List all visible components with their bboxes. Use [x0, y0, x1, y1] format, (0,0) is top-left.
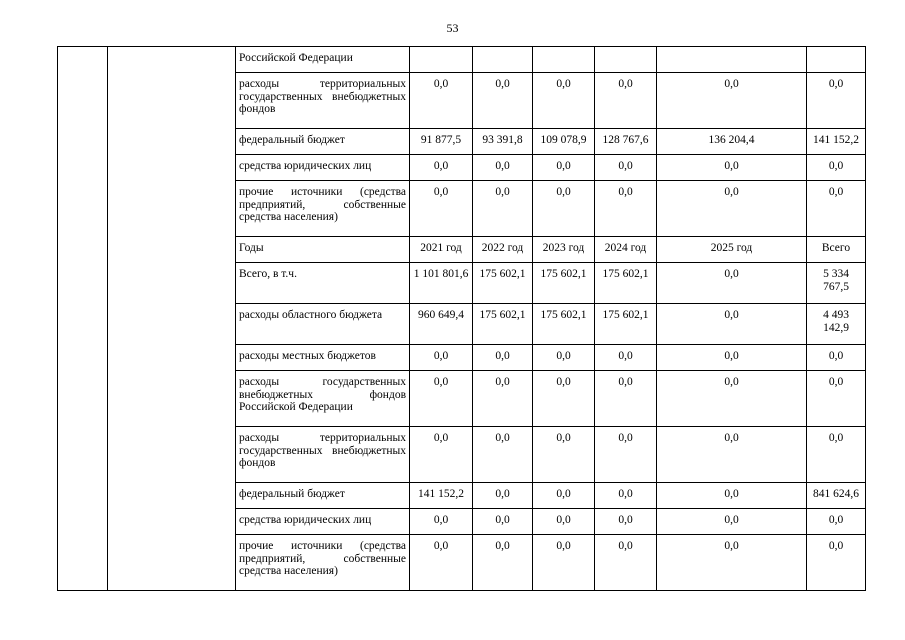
value-cell: [410, 47, 473, 73]
value-cell: 175 602,1: [595, 304, 657, 345]
value-cell: 109 078,9: [533, 129, 595, 155]
row-label: расходы областного бюджета: [236, 304, 410, 345]
value-cell: 0,0: [533, 371, 595, 427]
value-cell: 0,0: [473, 371, 533, 427]
value-cell: 2023 год: [533, 237, 595, 263]
row-label: расходы территориальных государственных внебюджетных фондов: [236, 427, 410, 483]
row-label: расходы территориальных государственных внебюджетных фондов: [236, 73, 410, 129]
value-cell: 0,0: [595, 73, 657, 129]
value-cell: 93 391,8: [473, 129, 533, 155]
value-cell: 0,0: [410, 181, 473, 237]
row-label: прочие источники (средства предприятий, собственные средства населения): [236, 535, 410, 591]
value-cell: 128 767,6: [595, 129, 657, 155]
row-label: расходы государственных внебюджетных фондов Российской Федерации: [236, 371, 410, 427]
value-cell: 0,0: [473, 509, 533, 535]
value-cell: [657, 47, 807, 73]
value-cell: 0,0: [533, 345, 595, 371]
value-cell: 136 204,4: [657, 129, 807, 155]
value-cell: 0,0: [595, 427, 657, 483]
value-cell: 0,0: [657, 535, 807, 591]
value-cell: [595, 47, 657, 73]
value-cell: 0,0: [410, 345, 473, 371]
value-cell: 0,0: [473, 535, 533, 591]
value-cell: 2025 год: [657, 237, 807, 263]
row-label: расходы местных бюджетов: [236, 345, 410, 371]
budget-table: [57, 46, 866, 591]
row-label: Российской Федерации: [236, 47, 410, 73]
value-cell: 0,0: [473, 181, 533, 237]
value-cell: 91 877,5: [410, 129, 473, 155]
value-cell: 0,0: [657, 345, 807, 371]
value-cell: 0,0: [595, 535, 657, 591]
value-cell: 175 602,1: [533, 263, 595, 304]
value-cell: 0,0: [595, 345, 657, 371]
value-cell: 0,0: [657, 509, 807, 535]
value-cell: 0,0: [533, 483, 595, 509]
row-label: федеральный бюджет: [236, 483, 410, 509]
page-number: 53: [446, 21, 459, 35]
value-cell: 0,0: [410, 73, 473, 129]
row-label: федеральный бюджет: [236, 129, 410, 155]
value-cell: 0,0: [473, 345, 533, 371]
value-cell: 841 624,6: [807, 483, 866, 509]
value-cell: 175 602,1: [595, 263, 657, 304]
row-label: прочие источники (средства предприятий, собственные средства населения): [236, 181, 410, 237]
value-cell: 0,0: [410, 371, 473, 427]
value-cell: [533, 47, 595, 73]
value-cell: 0,0: [595, 509, 657, 535]
value-cell: 0,0: [533, 535, 595, 591]
value-cell: 0,0: [533, 155, 595, 181]
value-cell: 141 152,2: [807, 129, 866, 155]
value-cell: 0,0: [657, 371, 807, 427]
value-cell: [807, 47, 866, 73]
blank-cell-number: [58, 47, 108, 591]
row-label: Всего, в т.ч.: [236, 263, 410, 304]
value-cell: 0,0: [595, 181, 657, 237]
value-cell: 0,0: [533, 427, 595, 483]
value-cell: 175 602,1: [533, 304, 595, 345]
value-cell: 2022 год: [473, 237, 533, 263]
value-cell: 2024 год: [595, 237, 657, 263]
value-cell: 0,0: [595, 483, 657, 509]
value-cell: 0,0: [807, 73, 866, 129]
value-cell: Всего: [807, 237, 866, 263]
value-cell: 0,0: [533, 509, 595, 535]
value-cell: 0,0: [533, 73, 595, 129]
value-cell: 0,0: [533, 181, 595, 237]
value-cell: 4 493 142,9: [807, 304, 866, 345]
value-cell: 0,0: [807, 371, 866, 427]
value-cell: 0,0: [657, 73, 807, 129]
value-cell: 0,0: [595, 371, 657, 427]
value-cell: 0,0: [657, 427, 807, 483]
value-cell: 0,0: [410, 427, 473, 483]
table-row: [58, 47, 866, 73]
value-cell: 0,0: [473, 155, 533, 181]
value-cell: 5 334 767,5: [807, 263, 866, 304]
value-cell: 1 101 801,6: [410, 263, 473, 304]
table-body: [58, 47, 866, 591]
value-cell: [473, 47, 533, 73]
value-cell: 0,0: [473, 483, 533, 509]
row-label: Годы: [236, 237, 410, 263]
value-cell: 0,0: [807, 155, 866, 181]
value-cell: 0,0: [657, 155, 807, 181]
value-cell: 0,0: [807, 509, 866, 535]
value-cell: 0,0: [410, 535, 473, 591]
blank-cell-title: [108, 47, 236, 591]
value-cell: 141 152,2: [410, 483, 473, 509]
value-cell: 0,0: [410, 509, 473, 535]
value-cell: 0,0: [473, 73, 533, 129]
value-cell: 0,0: [410, 155, 473, 181]
value-cell: 0,0: [657, 304, 807, 345]
value-cell: 960 649,4: [410, 304, 473, 345]
row-label: средства юридических лиц: [236, 155, 410, 181]
value-cell: 0,0: [807, 345, 866, 371]
value-cell: 0,0: [657, 483, 807, 509]
row-label: средства юридических лиц: [236, 509, 410, 535]
value-cell: 0,0: [657, 181, 807, 237]
value-cell: 0,0: [807, 535, 866, 591]
value-cell: 2021 год: [410, 237, 473, 263]
value-cell: 175 602,1: [473, 304, 533, 345]
value-cell: 0,0: [473, 427, 533, 483]
value-cell: 175 602,1: [473, 263, 533, 304]
value-cell: 0,0: [807, 427, 866, 483]
value-cell: 0,0: [657, 263, 807, 304]
value-cell: 0,0: [595, 155, 657, 181]
value-cell: 0,0: [807, 181, 866, 237]
